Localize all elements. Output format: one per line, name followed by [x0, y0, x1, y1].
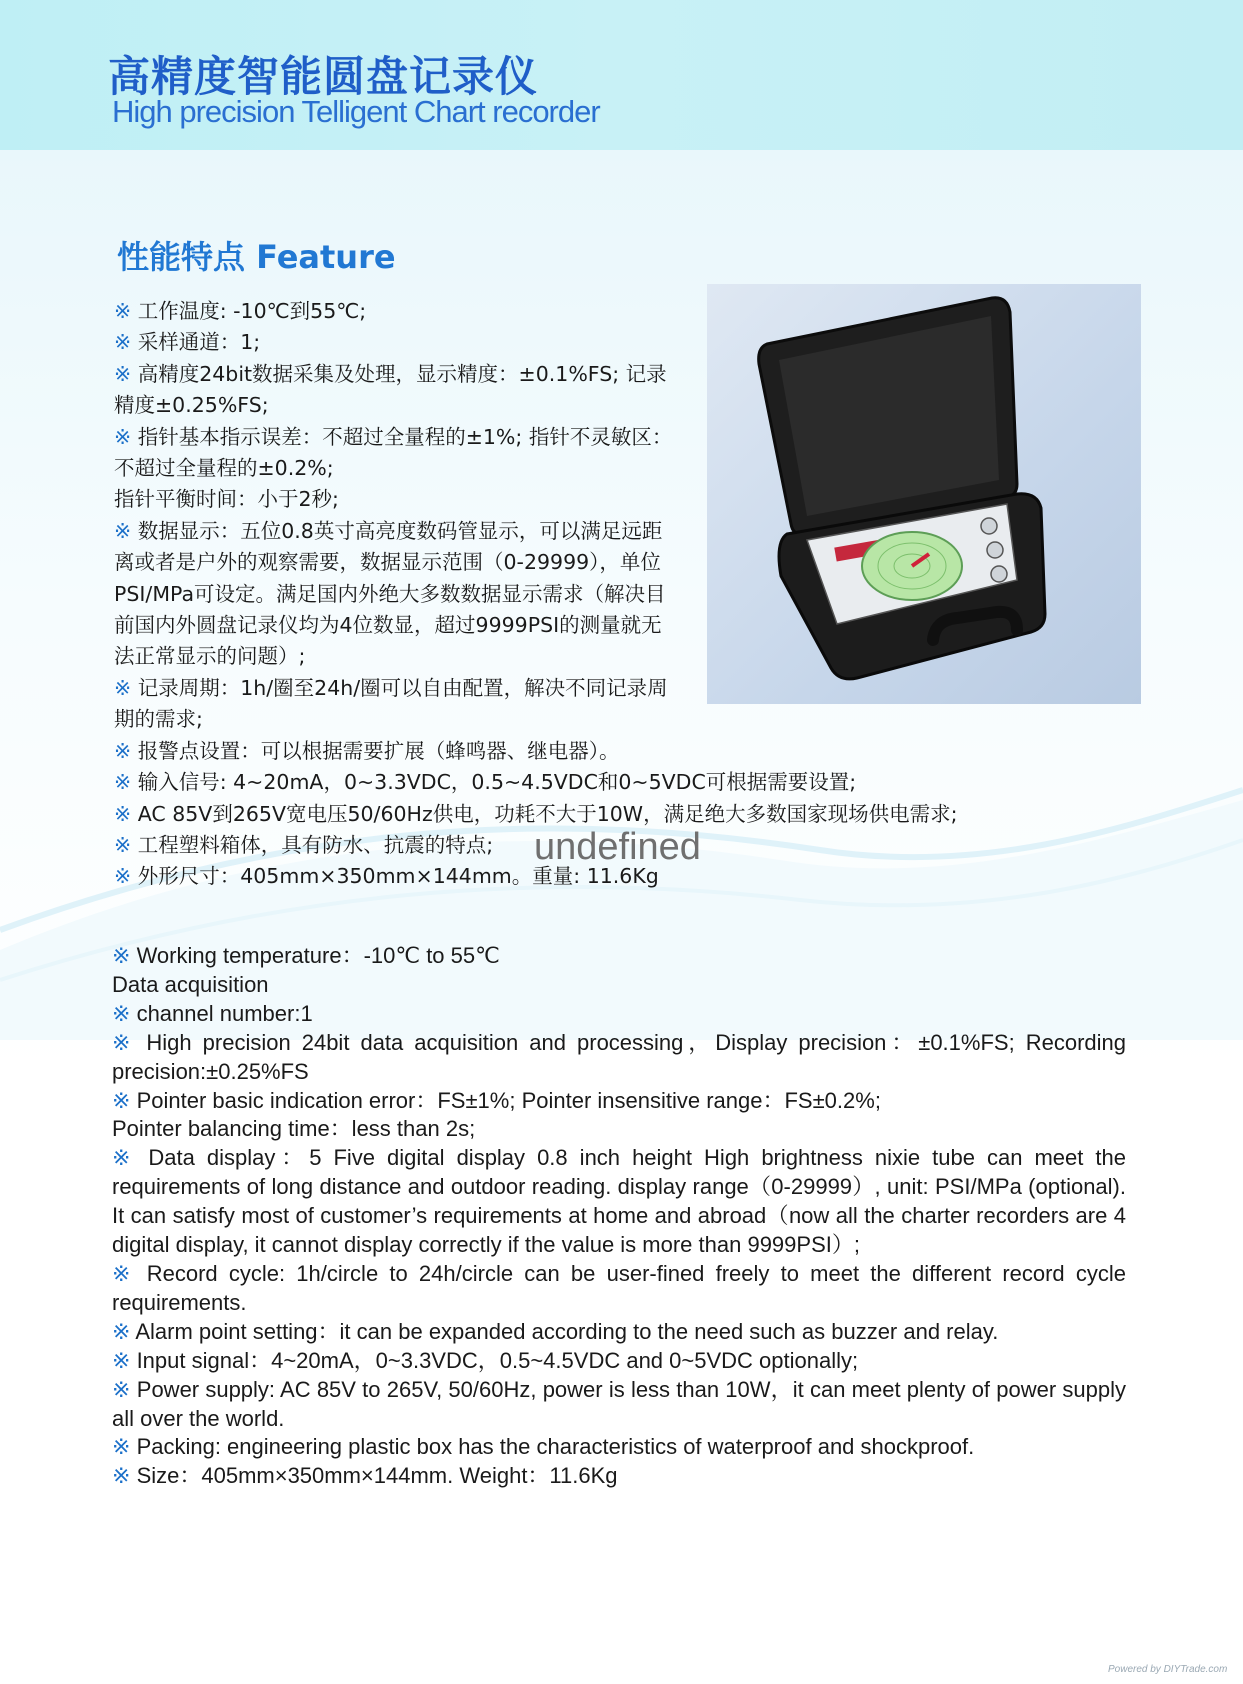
- reference-mark-icon: ※: [114, 675, 132, 700]
- title-chinese: 高精度智能圆盘记录仪: [108, 52, 539, 101]
- powered-by-footer: Powered by DIYTrade.com: [1108, 1664, 1228, 1675]
- cn-feature-item: ※ 指针基本指示误差：不超过全量程的±1%; 指针不灵敏区：不超过全量程的±0.2%;: [114, 424, 673, 481]
- reference-mark-icon: ※: [112, 1347, 131, 1373]
- reference-mark-icon: ※: [112, 1318, 131, 1344]
- reference-mark-icon: ※: [114, 518, 132, 543]
- en-feature-item: Data acquisition: [112, 971, 269, 997]
- cn-feature-item: ※ 高精度24bit数据采集及处理，显示精度：±0.1%FS; 记录精度±0.25%FS;: [114, 361, 667, 418]
- en-feature-item: ※ Data display：5 Five digital display 0.8 inch height High brightness nixie tube can meet the requirements of long distance and outdoor reading. display range（0-29999）, unit: PSI/MPa (optional). It can satisfy most of customer’s requirements at home and abroad（now all the charter recorders are 4 digital display, it cannot display correctly if the value is more than 9999PSI）;: [112, 1145, 1126, 1258]
- reference-mark-icon: ※: [112, 1000, 131, 1026]
- reference-mark-icon: ※: [112, 1087, 131, 1113]
- reference-mark-icon: ※: [114, 864, 132, 889]
- reference-mark-icon: ※: [112, 1463, 131, 1489]
- cn-feature-item: ※ 工程塑料箱体，具有防水、抗震的特点;: [114, 832, 494, 857]
- reference-mark-icon: ※: [112, 1260, 136, 1286]
- cn-feature-item: ※ 报警点设置：可以根据需要扩展（蜂鸣器、继电器）。: [114, 738, 620, 763]
- cn-feature-item: ※ 外形尺寸：405mm×350mm×144mm。重量: 11.6Kg: [114, 864, 659, 889]
- reference-mark-icon: ※: [112, 1145, 137, 1171]
- reference-mark-icon: ※: [112, 1376, 131, 1402]
- chinese-feature-list: [114, 296, 958, 893]
- section-title-feature: 性能特点 Feature: [117, 238, 396, 276]
- en-feature-item: ※ Packing: engineering plastic box has the characteristics of waterproof and shockproof.: [112, 1434, 975, 1460]
- cn-feature-item: ※ 输入信号: 4~20mA，0~3.3VDC，0.5~4.5VDC和0~5VDC可根据需要设置;: [114, 770, 857, 795]
- reference-mark-icon: ※: [112, 1029, 136, 1055]
- cn-feature-item: ※ 工作温度: -10℃到55℃;: [114, 299, 367, 323]
- english-feature-list: [112, 942, 1126, 1491]
- reference-mark-icon: ※: [114, 738, 132, 763]
- reference-mark-icon: ※: [112, 943, 131, 968]
- en-feature-item: ※ High precision 24bit data acquisition and processing，Display precision：±0.1%FS; Recording precision:±0.25%FS: [112, 1029, 1126, 1084]
- cn-feature-item: ※ 记录周期：1h/圈至24h/圈可以自由配置，解决不同记录周期的需求;: [114, 675, 668, 732]
- watermark-text: undefined: [534, 826, 701, 868]
- reference-mark-icon: ※: [114, 770, 132, 795]
- reference-mark-icon: ※: [114, 330, 132, 355]
- en-feature-item: ※ Pointer basic indication error：FS±1%; Pointer insensitive range：FS±0.2%;: [112, 1087, 881, 1113]
- title-english: High precision Telligent Chart recorder: [112, 94, 600, 129]
- cn-feature-item: 指针平衡时间：小于2秒;: [114, 487, 339, 512]
- en-feature-item: Pointer balancing time：less than 2s;: [112, 1116, 476, 1142]
- en-feature-item: ※ Power supply: AC 85V to 265V, 50/60Hz, power is less than 10W，it can meet plenty of power supply all over the world.: [112, 1376, 1126, 1431]
- reference-mark-icon: ※: [112, 1434, 131, 1460]
- en-feature-item: ※ Record cycle: 1h/circle to 24h/circle can be user-fined freely to meet the different record cycle requirements.: [112, 1260, 1126, 1315]
- en-feature-item: ※ Input signal：4~20mA，0~3.3VDC，0.5~4.5VDC and 0~5VDC optionally;: [112, 1347, 859, 1373]
- en-feature-item: ※ Size：405mm×350mm×144mm. Weight：11.6Kg: [112, 1463, 618, 1489]
- product-photo: [707, 284, 1141, 704]
- reference-mark-icon: ※: [114, 299, 132, 323]
- reference-mark-icon: ※: [114, 801, 132, 826]
- reference-mark-icon: ※: [114, 832, 132, 857]
- cn-feature-item: ※ 数据显示：五位0.8英寸高亮度数码管显示，可以满足远距离或者是户外的观察需要，数据显示范围（0-29999），单位PSI/MPa可设定。满足国内外绝大多数数据显示需求（解决目前国内外圆盘记录仪均为4位数显，超过9999PSI的测量就无法正常显示的问题）;: [114, 518, 666, 669]
- cn-feature-item: ※ 采样通道：1;: [114, 330, 261, 355]
- cn-feature-item: ※ AC 85V到265V宽电压50/60Hz供电，功耗不大于10W，满足绝大多数国家现场供电需求;: [114, 801, 958, 826]
- reference-mark-icon: ※: [114, 424, 132, 449]
- en-feature-item: ※ channel number:1: [112, 1000, 313, 1026]
- en-feature-item: ※ Working temperature：-10℃ to 55℃: [112, 943, 500, 968]
- reference-mark-icon: ※: [114, 361, 132, 386]
- en-feature-item: ※ Alarm point setting：it can be expanded according to the need such as buzzer and relay.: [112, 1318, 999, 1344]
